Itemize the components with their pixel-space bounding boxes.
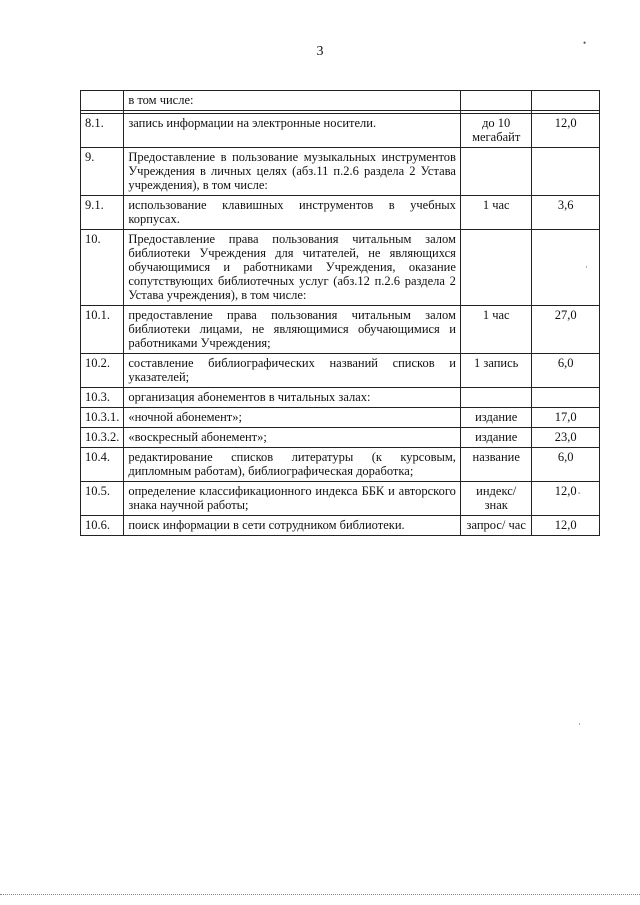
row-description: запись информации на электронные носители.	[124, 114, 461, 148]
row-number: 10.	[81, 230, 124, 306]
row-price: 12,0	[532, 114, 600, 148]
row-number: 9.1.	[81, 196, 124, 230]
scan-speck: ˛	[578, 484, 581, 494]
row-price: 27,0	[532, 306, 600, 354]
services-price-table	[80, 90, 600, 536]
row-description: составление библиографических названий списков и указателей;	[124, 354, 461, 388]
row-price: 12,0	[532, 482, 600, 516]
page-number: 3	[316, 44, 324, 59]
table-row	[81, 388, 600, 408]
row-number: 10.1.	[81, 306, 124, 354]
scan-speck: ·	[578, 719, 581, 729]
page-bottom-edge	[0, 894, 640, 895]
row-price: 17,0	[532, 408, 600, 428]
row-unit: издание	[460, 408, 532, 428]
row-unit: 1 запись	[460, 354, 532, 388]
row-unit	[460, 230, 532, 306]
row-price	[532, 148, 600, 196]
row-unit: 1 час	[460, 196, 532, 230]
row-price: 12,0	[532, 516, 600, 536]
row-number: 10.6.	[81, 516, 124, 536]
row-number: 10.3.1.	[81, 408, 124, 428]
table-row	[81, 354, 600, 388]
row-number: 10.2.	[81, 354, 124, 388]
row-unit: издание	[460, 428, 532, 448]
row-price: 6,0	[532, 354, 600, 388]
row-number: 10.3.	[81, 388, 124, 408]
row-price: 23,0	[532, 428, 600, 448]
scan-speck: ·	[585, 262, 588, 272]
row-description: использование клавишных инструментов в учебных корпусах.	[124, 196, 461, 230]
row-price	[532, 388, 600, 408]
row-description: организация абонементов в читальных залах:	[124, 388, 461, 408]
row-number: 10.5.	[81, 482, 124, 516]
row-description: определение классификационного индекса ББК и авторского знака научной работы;	[124, 482, 461, 516]
table-row	[81, 428, 600, 448]
table-row	[81, 230, 600, 306]
table-row	[81, 448, 600, 482]
row-unit: название	[460, 448, 532, 482]
table-row	[81, 408, 600, 428]
row-price	[532, 230, 600, 306]
table-row	[81, 114, 600, 148]
row-unit: запрос/ час	[460, 516, 532, 536]
row-price: 6,0	[532, 448, 600, 482]
row-description: поиск информации в сети сотрудником библиотеки.	[124, 516, 461, 536]
row-number	[81, 91, 124, 111]
row-number: 8.1.	[81, 114, 124, 148]
row-number: 10.4.	[81, 448, 124, 482]
row-description: «ночной абонемент»;	[124, 408, 461, 428]
row-unit	[460, 388, 532, 408]
row-unit: индекс/ знак	[460, 482, 532, 516]
table-row	[81, 482, 600, 516]
row-unit: 1 час	[460, 306, 532, 354]
table-row	[81, 148, 600, 196]
table-row	[81, 196, 600, 230]
row-description: предоставление права пользования читальным залом библиотеки лицами, не являющимися обучающимися и работниками Учреждения;	[124, 306, 461, 354]
row-description: Предоставление права пользования читальным залом библиотеки Учреждения для читателей, не являющихся обучающимися и работниками Учреждения, оказание сопутствующих библиотечных услуг (абз.12 п.2.6 раздела 2 Устава учреждения), в том числе:	[124, 230, 461, 306]
row-unit: до 10 мегабайт	[460, 114, 532, 148]
row-unit	[460, 91, 532, 111]
table-row	[81, 306, 600, 354]
table-row	[81, 516, 600, 536]
row-price: 3,6	[532, 196, 600, 230]
row-unit	[460, 148, 532, 196]
row-number: 10.3.2.	[81, 428, 124, 448]
scan-speck: •	[583, 38, 587, 48]
row-description: Предоставление в пользование музыкальных инструментов Учреждения в личных целях (абз.11 п.2.6 раздела 2 Устава учреждения), в том числе:	[124, 148, 461, 196]
row-description: «воскресный абонемент»;	[124, 428, 461, 448]
row-description: в том числе:	[124, 91, 461, 111]
table-row	[81, 91, 600, 111]
row-price	[532, 91, 600, 111]
row-description: редактирование списков литературы (к курсовым, дипломным работам), библиографическая доработка;	[124, 448, 461, 482]
row-number: 9.	[81, 148, 124, 196]
